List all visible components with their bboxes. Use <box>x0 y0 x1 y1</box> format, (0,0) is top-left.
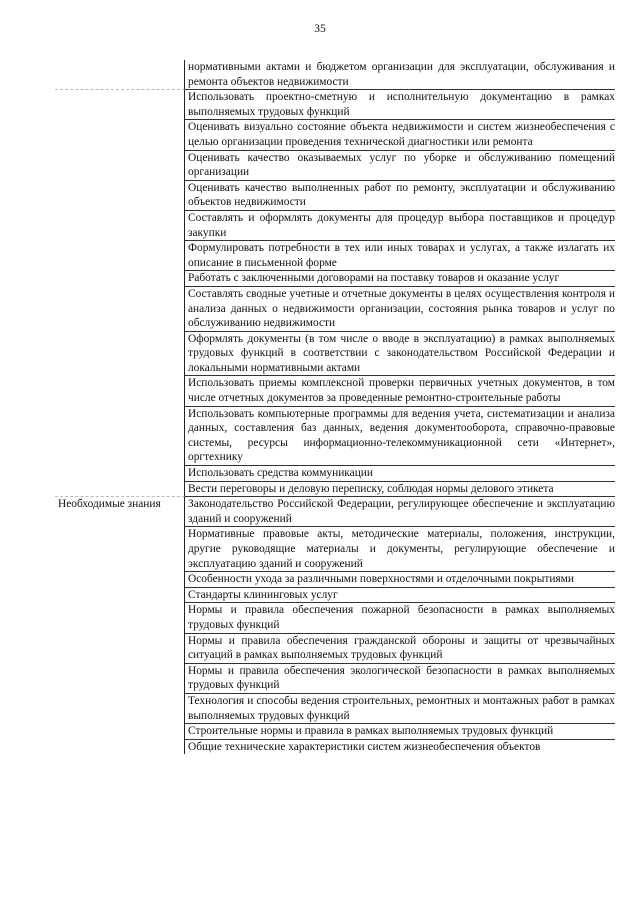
skill-item: Формулировать потребности в тех или иных товарах и услугах, а также излагать их описание в письменной форме <box>185 241 615 271</box>
page-number: 35 <box>314 23 326 35</box>
table-row <box>55 482 615 498</box>
skill-item: Использовать средства коммуникации <box>185 466 615 482</box>
table-row <box>55 211 615 241</box>
skill-item: нормативными актами и бюджетом организации для эксплуатации, обслуживания и ремонта объектов недвижимости <box>185 60 615 90</box>
section-label: Необходимые знания <box>55 497 185 754</box>
table-row <box>55 120 615 150</box>
skill-item: Использовать проектно-сметную и исполнительную документацию в рамках выполняемых трудовых функций <box>185 90 615 120</box>
knowledge-item: Нормы и правила обеспечения экологической безопасности в рамках выполняемых трудовых функций <box>185 664 615 694</box>
skill-item: Оформлять документы (в том числе о вводе в эксплуатацию) в рамках выполняемых трудовых функций в соответствии с законодательством Российской Федерации и локальными нормативными актами <box>185 332 615 377</box>
table-row <box>55 407 615 466</box>
knowledge-item: Законодательство Российской Федерации, регулирующее обеспечение и эксплуатацию зданий и сооружений <box>185 497 615 527</box>
table-row <box>55 181 615 211</box>
skill-item: Вести переговоры и деловую переписку, соблюдая нормы делового этикета <box>185 482 615 498</box>
knowledge-item: Нормы и правила обеспечения пожарной безопасности в рамках выполняемых трудовых функций <box>185 603 615 633</box>
table-row <box>55 376 615 406</box>
knowledge-list <box>185 497 615 754</box>
skills-block <box>55 60 615 497</box>
skill-item: Оценивать качество оказываемых услуг по уборке и обслуживанию помещений организации <box>185 151 615 181</box>
skill-item: Использовать приемы комплексной проверки первичных учетных документов, в том числе отчетных документов за проведенные ремонтно-строительные работы <box>185 376 615 406</box>
skill-item: Использовать компьютерные программы для ведения учета, систематизации и анализа данных, составления баз данных, ведения документооборота, справочно-правовые системы, ресурсы информационно-телекоммуникационной сети «Интернет», оргтехнику <box>185 407 615 466</box>
table-row <box>55 60 615 90</box>
table-row <box>55 90 615 120</box>
knowledge-section <box>55 497 615 754</box>
table-row <box>55 332 615 377</box>
skill-item: Оценивать визуально состояние объекта недвижимости и систем жизнеобеспечения с целью организации проведения технической диагностики или ремонта <box>185 120 615 150</box>
skill-item: Работать с заключенными договорами на поставку товаров и оказание услуг <box>185 271 615 287</box>
skill-item: Составлять и оформлять документы для процедур выбора поставщиков и процедур закупки <box>185 211 615 241</box>
knowledge-item: Строительные нормы и правила в рамках выполняемых трудовых функций <box>185 724 615 740</box>
requirements-table <box>55 60 615 754</box>
knowledge-item: Нормативные правовые акты, методические материалы, положения, инструкции, другие руководящие материалы и документы, регулирующие обеспечение и эксплуатацию зданий и сооружений <box>185 527 615 572</box>
skill-item: Составлять сводные учетные и отчетные документы в целях осуществления контроля и анализа данных о недвижимости организации, состояния рынка товаров и услуг по обслуживанию недвижимости <box>185 287 615 332</box>
knowledge-item: Общие технические характеристики систем жизнеобеспечения объектов <box>188 740 541 753</box>
knowledge-item: Особенности ухода за различными поверхностями и отделочными покрытиями <box>185 572 615 588</box>
table-row <box>55 241 615 271</box>
table-row <box>55 287 615 332</box>
knowledge-item: Технология и способы ведения строительных, ремонтных и монтажных работ в рамках выполняемых трудовых функций <box>185 694 615 724</box>
table-row <box>55 466 615 482</box>
knowledge-item: Стандарты клининговых услуг <box>185 588 615 604</box>
knowledge-item: Нормы и правила обеспечения гражданской обороны и защиты от чрезвычайных ситуаций в рамках выполняемых трудовых функций <box>185 634 615 664</box>
skill-item: Оценивать качество выполненных работ по ремонту, эксплуатации и обслуживанию объектов недвижимости <box>185 181 615 211</box>
table-row <box>55 271 615 287</box>
table-row <box>55 151 615 181</box>
